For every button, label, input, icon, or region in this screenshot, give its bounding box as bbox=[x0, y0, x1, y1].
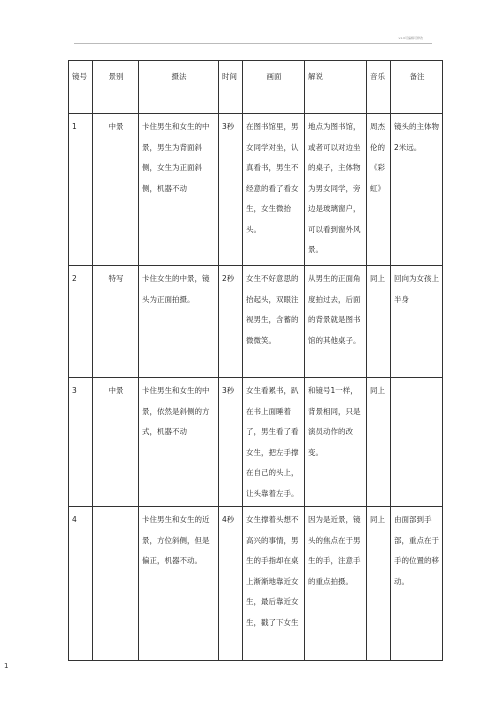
cell-shot: 3 bbox=[69, 378, 93, 507]
cell-frame: 女生撑着头想不高兴的事情，男生的手指却在桌上渐渐地靠近女生，最后靠近女生，戳了下女生 bbox=[243, 507, 305, 661]
cell-narration: 因为是近景，镜头的焦点在于男生的手，注意手的重点拍摄。 bbox=[305, 507, 367, 661]
cell-note: 回向为女孩上半身 bbox=[391, 266, 443, 378]
storyboard-table bbox=[68, 60, 443, 661]
cell-scene: 中景 bbox=[93, 378, 139, 507]
header-shot: 镜号 bbox=[69, 61, 93, 114]
cell-note bbox=[391, 378, 443, 507]
cell-method: 卡住女生的中景，镜头为正面拍摄。 bbox=[139, 266, 219, 378]
header-note-col: 备注 bbox=[391, 61, 443, 114]
table-row bbox=[69, 114, 443, 266]
cell-time: 2秒 bbox=[219, 266, 243, 378]
header-time: 时间 bbox=[219, 61, 243, 114]
cell-music: 同上 bbox=[367, 507, 391, 661]
cell-music: 周杰伦的《彩虹》 bbox=[367, 114, 391, 266]
cell-frame: 女生看累书，趴在书上面睡着了，男生看了看女生，把左手撑在自己的头上，让头靠着左手。 bbox=[243, 378, 305, 507]
cell-music: 同上 bbox=[367, 266, 391, 378]
page-number: 1 bbox=[4, 662, 9, 670]
table-row bbox=[69, 507, 443, 661]
cell-frame: 女生不好意思的抬起头，双眼注视男生，含蓄的微微笑。 bbox=[243, 266, 305, 378]
cell-narration: 地点为图书馆，或者可以对边坐的桌子，主体物为男女同学，旁边是玻璃窗户，可以看到窗外风景。 bbox=[305, 114, 367, 266]
header-narration: 解说 bbox=[305, 61, 367, 114]
header-rule bbox=[74, 43, 432, 44]
header-frame: 画面 bbox=[243, 61, 305, 114]
cell-scene: 特写 bbox=[93, 266, 139, 378]
table-row bbox=[69, 378, 443, 507]
cell-note: 镜头的主体物2米远。 bbox=[391, 114, 443, 266]
cell-narration: 从男生的正面角度拍过去，后面的背景就是图书馆的其他桌子。 bbox=[305, 266, 367, 378]
cell-method: 卡住男生和女生的近景，方位斜侧，但是偏正，机器不动。 bbox=[139, 507, 219, 661]
cell-time: 3秒 bbox=[219, 378, 243, 507]
header-scene: 景别 bbox=[93, 61, 139, 114]
cell-shot: 1 bbox=[69, 114, 93, 266]
header-method: 摄法 bbox=[139, 61, 219, 114]
header-music: 音乐 bbox=[367, 61, 391, 114]
cell-method: 卡住男生和女生的中景，男生为背面斜侧，女生为正面斜侧，机器不动 bbox=[139, 114, 219, 266]
cell-time: 3秒 bbox=[219, 114, 243, 266]
cell-time: 4秒 bbox=[219, 507, 243, 661]
cell-scene bbox=[93, 507, 139, 661]
table-row bbox=[69, 266, 443, 378]
cell-scene: 中景 bbox=[93, 114, 139, 266]
cell-method: 卡住男生和女生的中景，依然是斜侧的方式，机器不动 bbox=[139, 378, 219, 507]
header-note: v1.0可编辑可修改 bbox=[398, 36, 423, 40]
cell-narration: 和镜号1一样，背景相同，只是演员动作的改变。 bbox=[305, 378, 367, 507]
header-row bbox=[69, 61, 443, 114]
cell-frame: 在图书馆里，男女同学对坐，认真看书，男生不经意的看了看女生，女生微抬头。 bbox=[243, 114, 305, 266]
cell-shot: 2 bbox=[69, 266, 93, 378]
cell-music: 同上 bbox=[367, 378, 391, 507]
cell-shot: 4 bbox=[69, 507, 93, 661]
cell-note: 由面部到手部，重点在于手的位置的移动。 bbox=[391, 507, 443, 661]
